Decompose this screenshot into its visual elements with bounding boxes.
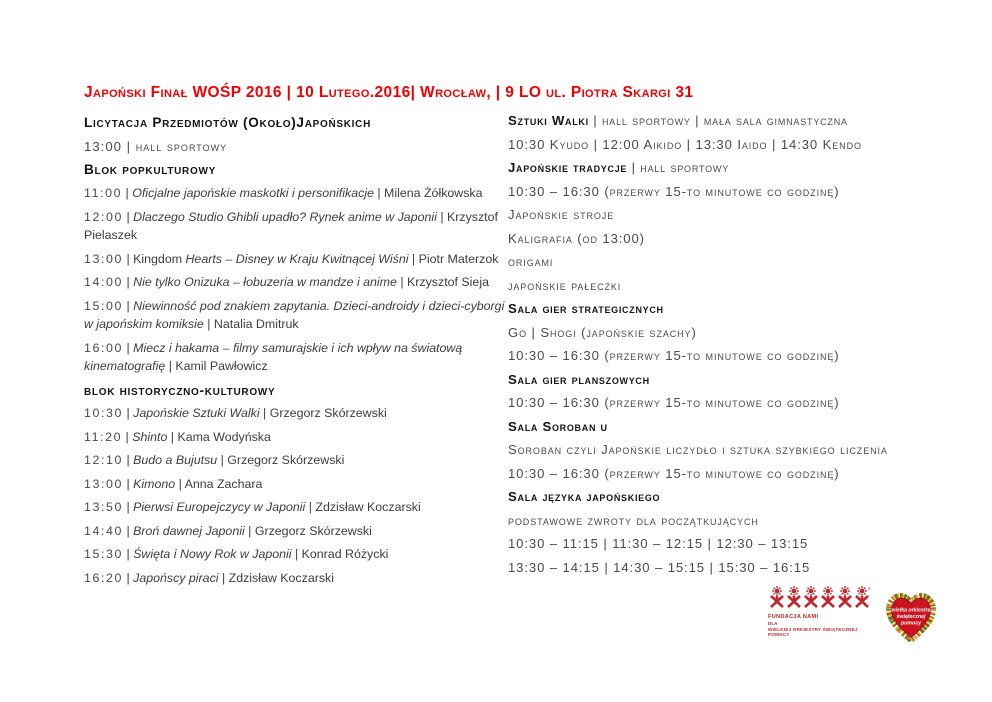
- lecture-speaker: Milena Żółkowska: [384, 186, 483, 201]
- lecture-time: 11:00: [84, 186, 123, 201]
- lecture-time: 12:10: [84, 453, 124, 468]
- left-column: [84, 113, 516, 592]
- lecture-speaker: Krzysztof Pielaszek: [84, 209, 498, 243]
- section-heading: Licytacja Przedmiotów (Około)Japońskich: [84, 115, 371, 130]
- section-heading-label: Sala Soroban u: [508, 418, 608, 434]
- schedule-line: origami: [508, 254, 554, 269]
- lecture-title: Kimono: [133, 476, 176, 491]
- lecture-item: 16:00 | Miecz i hakama – filmy samurajskie i ich wpływ na światową kinematografię | Kamil Pawłowicz: [84, 340, 463, 374]
- lecture-time: 15:30: [84, 547, 124, 562]
- schedule-line: 13:30 – 14:15 | 14:30 – 15:15 | 15:30 – 16:15: [508, 559, 811, 575]
- section-heading: [508, 109, 948, 133]
- schedule-line: 10:30 – 16:30 (przerwy 15-to minutowe co godzinę): [508, 465, 840, 481]
- lecture-time: 13:00: [84, 476, 124, 491]
- schedule-line: 10:30 – 16:30 (przerwy 15-to minutowe co godzinę): [508, 183, 840, 199]
- schedule-line: Japońskie stroje: [508, 207, 615, 222]
- registered-mark: ®: [868, 586, 871, 591]
- section-heading: Blok popkulturowy: [84, 162, 216, 178]
- lecture-item: 11:20 | Shinto | Kama Wodyńska: [84, 429, 271, 444]
- lecture-speaker: Kama Wodyńska: [177, 429, 271, 444]
- lecture-speaker: Kamil Pawłowicz: [175, 359, 268, 374]
- lecture-time: 16:20: [84, 570, 124, 585]
- lecture-title: Dlaczego Studio Ghibli upadło? Rynek anime w Japonii: [133, 209, 437, 224]
- lecture-title: Hearts – Disney w Kraju Kwitnącej Wiśni: [185, 251, 409, 266]
- nami-logo-line1: FUNDACJA NAMI: [768, 614, 819, 620]
- section-heading: [508, 156, 948, 180]
- section-heading-venue: | hall sportowy | mała sala gimnastyczna: [588, 113, 848, 128]
- nami-figures-icon: [768, 586, 872, 608]
- lecture-title: Pierwsi Europejczycy w Japonii: [133, 500, 306, 515]
- schedule-line: 10:30 – 11:15 | 11:30 – 12:15 | 12:30 – 13:15: [508, 536, 809, 551]
- lecture-title: Budo a Bujutsu: [133, 453, 218, 468]
- nami-logo-text: [768, 614, 874, 638]
- section-heading-label: Sala języka japońskiego: [508, 489, 661, 504]
- lecture-title: Broń dawnej Japonii: [133, 523, 245, 538]
- lecture-title: Oficjalne japońskie maskotki i personifikacje: [132, 186, 374, 201]
- schedule-line: 10:30 Kyudo | 12:00 Aikido | 13:30 Iaido | 14:30 Kendo: [508, 136, 862, 152]
- lecture-speaker: Grzegorz Skórzewski: [254, 523, 372, 538]
- schedule-line: podstawowe zwroty dla początkujących: [508, 512, 759, 528]
- lecture-speaker: Grzegorz Skórzewski: [227, 453, 345, 468]
- lecture-item: 10:30 | Japońskie Sztuki Walki | Grzegorz Skórzewski: [84, 406, 387, 421]
- wosp-heart-icon: [883, 586, 939, 646]
- lecture-time: 14:40: [84, 523, 124, 538]
- schedule-line: japońskie pałeczki: [508, 277, 622, 293]
- lecture-speaker: Piotr Materzok: [418, 251, 499, 266]
- schedule-line: 10:30 – 16:30 (przerwy 15-to minutowe co godzinę): [508, 395, 840, 410]
- page-title: Japoński Finał WOŚP 2016 | 10 Lutego.2016| Wrocław, | 9 LO ul. Piotra Skargi 31: [84, 84, 694, 101]
- lecture-speaker: Zdzisław Koczarski: [315, 500, 421, 515]
- schedule-line: Soroban czyli Japońskie liczydło i sztuka szybkiego liczenia: [508, 442, 888, 457]
- heart-text-line2: świątecznej: [896, 613, 926, 620]
- lecture-item: 12:10 | Budo a Bujutsu | Grzegorz Skórzewski: [84, 453, 345, 468]
- section-heading: [508, 485, 948, 509]
- nami-logo-line2: DLA: [768, 620, 778, 626]
- schedule-line: 10:30 – 16:30 (przerwy 15-to minutowe co godzinę): [508, 348, 840, 363]
- lecture-item: 13:00 | Kingdom Hearts – Disney w Kraju Kwitnącej Wiśni | Piotr Materzok: [84, 251, 499, 266]
- section-heading: [508, 297, 948, 321]
- section-heading: blok historyczno-kulturowy: [84, 382, 276, 398]
- lecture-item: 14:00 | Nie tylko Onizuka – łobuzeria w mandze i anime | Krzysztof Sieja: [84, 275, 489, 290]
- lecture-title: Nie tylko Onizuka – łobuzeria w mandze i anime: [133, 275, 397, 290]
- heart-text-line1: wielka orkiestra: [891, 607, 931, 614]
- section-heading: [508, 368, 948, 392]
- lecture-time: 14:00: [84, 275, 124, 290]
- lecture-speaker: Grzegorz Skórzewski: [269, 406, 387, 421]
- section-heading-label: Japońskie tradycje: [508, 160, 628, 175]
- lecture-title: Niewinność pod znakiem zapytania. Dzieci-androidy i dzieci-cyborgi w japońskim komiksie: [84, 298, 505, 332]
- lecture-title-prefix: Kingdom: [133, 251, 186, 266]
- lecture-time: 13:50: [84, 500, 124, 515]
- lecture-title: Japońscy piraci: [133, 570, 219, 585]
- section-heading: [508, 415, 948, 439]
- lecture-time: 13:00: [84, 251, 124, 266]
- lecture-speaker: Anna Zachara: [184, 476, 263, 491]
- lecture-item: 15:30 | Święta i Nowy Rok w Japonii | Konrad Różycki: [84, 547, 389, 562]
- section-heading-venue: | hall sportowy: [627, 160, 730, 175]
- lecture-time: 10:30: [84, 406, 124, 421]
- lecture-speaker: Krzysztof Sieja: [407, 275, 489, 290]
- schedule-line: Go | Shogi (japońskie szachy): [508, 324, 697, 340]
- lecture-item: 12:00 | Dlaczego Studio Ghibli upadło? Rynek anime w Japonii | Krzysztof Pielaszek: [84, 209, 498, 243]
- lecture-speaker: Zdzisław Koczarski: [228, 570, 334, 585]
- lecture-item: 15:00 | Niewinność pod znakiem zapytania. Dzieci-androidy i dzieci-cyborgi w japońskim komiksie | Natalia Dmitruk: [84, 298, 505, 332]
- nami-logo-line3: WIELKIEJ ORKIESTRY ŚWIĄTECZNEJ POMOCY: [768, 626, 858, 638]
- lecture-title: Japońskie Sztuki Walki: [133, 406, 260, 421]
- lecture-time: 15:00: [84, 298, 124, 313]
- lecture-item: 13:00 | Kimono | Anna Zachara: [84, 476, 263, 491]
- lecture-item: 13:50 | Pierwsi Europejczycy w Japonii | Zdzisław Koczarski: [84, 500, 421, 515]
- lecture-title: Święta i Nowy Rok w Japonii: [133, 547, 292, 562]
- lecture-speaker: Konrad Różycki: [301, 547, 389, 562]
- section-heading-label: Sztuki Walki: [508, 113, 589, 128]
- lecture-title: Miecz i hakama – filmy samurajskie i ich wpływ na światową kinematografię: [84, 340, 463, 374]
- schedule-line: Kaligrafia (od 13:00): [508, 230, 645, 246]
- heart-text-line3: pomocy: [900, 620, 922, 627]
- lecture-time: 12:00: [84, 209, 124, 224]
- lecture-item: 11:00 | Oficjalne japońskie maskotki i personifikacje | Milena Żółkowska: [84, 186, 483, 201]
- lecture-title: Shinto: [132, 429, 168, 444]
- section-heading-label: Sala gier strategicznych: [508, 301, 664, 316]
- fundacja-nami-logo: [768, 586, 874, 638]
- lecture-time: 16:00: [84, 340, 124, 355]
- lecture-item: 16:20 | Japońscy piraci | Zdzisław Koczarski: [84, 570, 334, 585]
- lecture-time: 11:20: [84, 429, 123, 444]
- venue-line: 13:00 | hall sportowy: [84, 138, 228, 154]
- footer-logos: [768, 586, 939, 646]
- lecture-item: 14:40 | Broń dawnej Japonii | Grzegorz Skórzewski: [84, 523, 372, 538]
- lecture-speaker: Natalia Dmitruk: [213, 317, 299, 332]
- section-heading-label: Sala gier planszowych: [508, 371, 650, 387]
- right-column: [508, 109, 948, 579]
